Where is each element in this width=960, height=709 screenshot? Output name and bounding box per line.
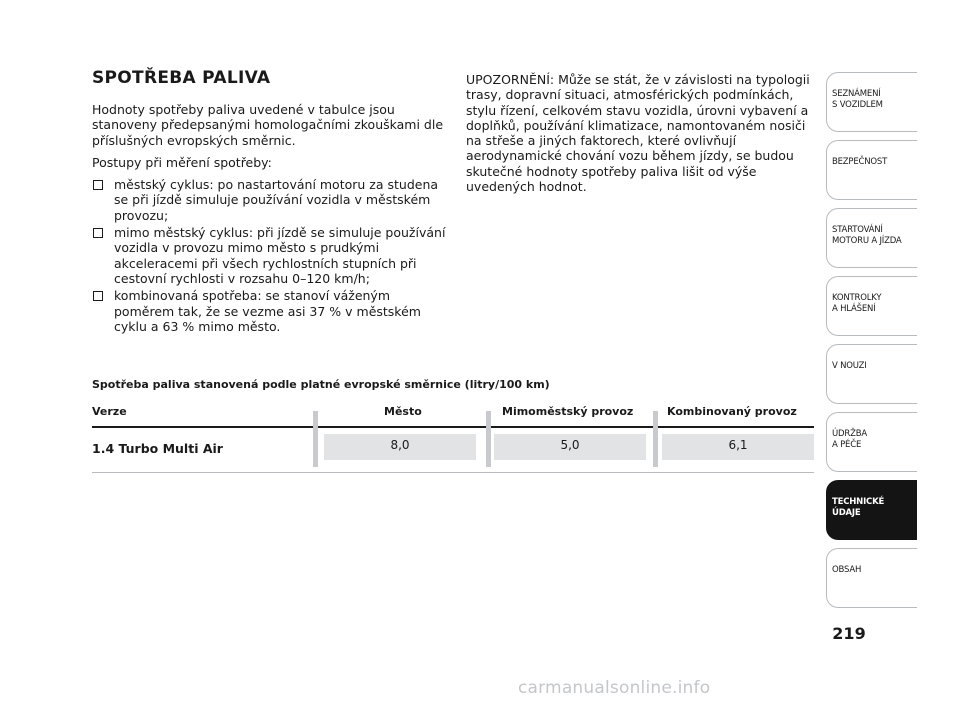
list-item-text: městský cyklus: po nastartování motoru za studena se při jízdě simuluje používání vozidla v městském provozu; (114, 177, 439, 223)
page-title: SPOTŘEBA PALIVA (92, 68, 271, 88)
table-top-rule (92, 426, 814, 428)
list-item-text: kombinovaná spotřeba: se stanoví váženým poměrem tak, že se vezme asi 37 % v městském cyklu a 63 % mimo město. (114, 288, 421, 334)
tab-obsah[interactable]: OBSAH (826, 548, 917, 608)
tab-v-nouzi[interactable]: V NOUZI (826, 344, 917, 404)
table-bottom-rule (92, 472, 814, 473)
table-title: Spotřeba paliva stanovená podle platné evropské směrnice (litry/100 km) (92, 378, 550, 391)
list-item (92, 177, 452, 223)
cell-combined: 6,1 (662, 434, 814, 460)
left-column (92, 68, 452, 336)
checkbox-bullet-icon (93, 180, 103, 190)
column-separator (313, 411, 318, 467)
checkbox-bullet-icon (93, 228, 103, 238)
cell-city: 8,0 (324, 434, 476, 460)
header-version: Verze (92, 405, 127, 418)
header-extra-urban: Mimoměstský provoz (502, 405, 634, 418)
column-separator (653, 411, 658, 467)
tab-udrzba[interactable]: ÚDRŽBA A PÉČE (826, 412, 917, 472)
watermark: carmanualsonline.info (518, 678, 711, 698)
column-separator (486, 411, 491, 467)
list-item (92, 288, 452, 334)
tab-kontrolky[interactable]: KONTROLKY A HLÁŠENÍ (826, 276, 917, 336)
intro-paragraph: Hodnoty spotřeby paliva uvedené v tabulce jsou stanoveny předepsanými homologačními zkouškami dle příslušných evropských směrnic. (92, 102, 444, 148)
header-city: Město (384, 405, 422, 418)
cell-extra-urban: 5,0 (494, 434, 646, 460)
checkbox-bullet-icon (93, 291, 103, 301)
right-column (466, 72, 822, 201)
list-item-text: mimo městský cyklus: při jízdě se simuluje používání vozidla v provozu mimo město s prudkými akceleracemi při všech rychlostních stupních při cestovní rychlosti v rozsahu 0–120 km/h; (114, 225, 446, 286)
tab-startovani[interactable]: STARTOVÁNÍ MOTORU A JÍZDA (826, 208, 917, 268)
list-item (92, 225, 452, 286)
tab-bezpecnost[interactable]: BEZPEČNOST (826, 140, 917, 200)
procedures-label: Postupy při měření spotřeby: (92, 154, 272, 170)
table-row-version: 1.4 Turbo Multi Air (92, 441, 223, 456)
procedures-list (92, 177, 452, 334)
warning-paragraph: UPOZORNĚNÍ: Může se stát, že v závislosti na typologii trasy, dopravní situaci, atmosférických podmínkách, stylu řízení, celkovém stavu vozidla, úrovni vybavení a doplňků, používání klimatizace, namontovaném nosiči na střeše a jiných faktorech, které ovlivňují aerodynamické chování vozu během jízdy, se budou skutečné hodnoty spotřeby paliva lišit od výše uvedených hodnot. (466, 72, 810, 195)
tab-technicke-udaje[interactable]: TECHNICKÉ ÚDAJE (826, 480, 917, 540)
tab-seznameni[interactable]: SEZNÁMENÍ S VOZIDLEM (826, 72, 917, 132)
table-header (92, 405, 814, 421)
header-combined: Kombinovaný provoz (667, 405, 797, 418)
page-number: 219 (832, 624, 866, 643)
